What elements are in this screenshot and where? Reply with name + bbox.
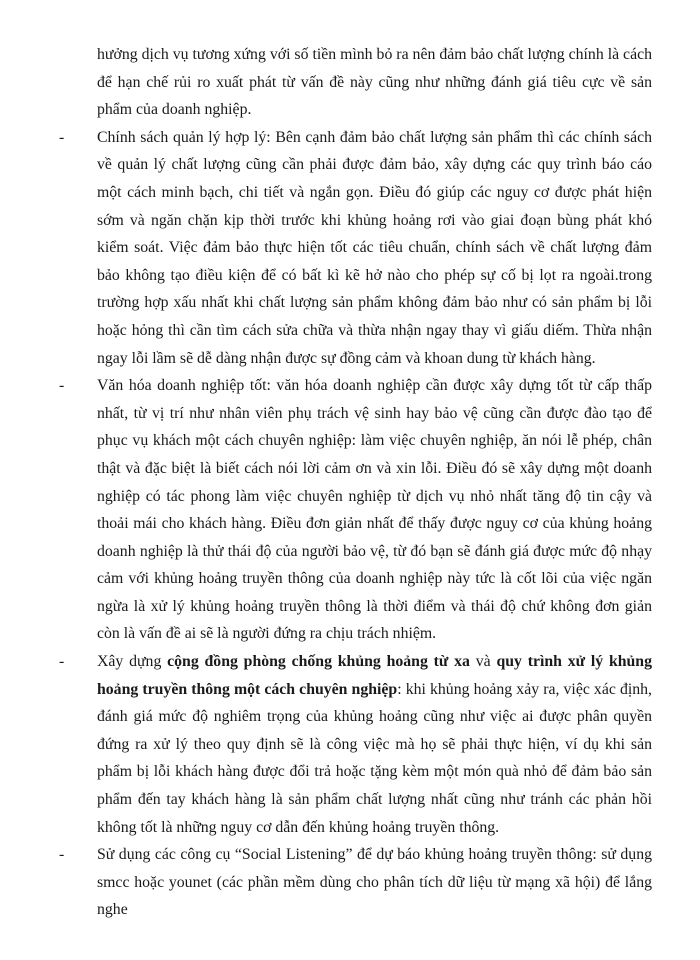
bullet-item-build-community [59, 648, 652, 841]
intro-text: hưởng dịch vụ tương xứng với số tiền mình bỏ ra nên đảm bảo chất lượng chính là cách để hạn chế rủi ro xuất phát từ vấn đề này cũng như những đánh giá tiêu cực về sản phẩm của doanh nghiệp. [97, 46, 652, 119]
bullet-text-prefix: Xây dựng [97, 653, 168, 671]
bullet-text-suffix: : khi khủng hoảng xảy ra, việc xác định, đánh giá mức độ nghiêm trọng của khủng hoảng cũng như việc ai được phân quyền đứng ra xử lý theo quy định sẽ là công việc mà họ sẽ phải thực hiện, ví dụ khi sản phẩm bị lỗi khách hàng được đổi trả hoặc tặng kèm một món quà nhỏ để đảm bảo sản phẩm đến tay khách hàng là sản phẩm chất lượng nhất cũng như tránh các phản hồi không tốt là những nguy cơ dẫn đến khủng hoảng truyền thông. [97, 680, 652, 836]
bullet-text [97, 648, 652, 841]
bullet-text: Sử dụng các công cụ “Social Listening” để dự báo khủng hoảng truyền thông: sử dụng smcc hoặc younet (các phần mềm dùng cho phân tích dữ liệu từ mạng xã hội) để lắng nghe [97, 846, 652, 919]
bullet-marker: - [59, 846, 65, 864]
bullet-item-social-listening [59, 841, 652, 924]
bullet-item-management-policy [59, 124, 652, 372]
bullet-text-mid: và [469, 653, 497, 671]
bold-phrase-process: quy trình xử lý khủng hoảng truyền thông một cách chuyên nghiệp [97, 653, 652, 698]
bullet-item-corporate-culture [59, 372, 652, 648]
bullet-marker: - [59, 377, 65, 395]
bullet-marker: - [59, 128, 65, 146]
intro-paragraph [59, 41, 652, 124]
bold-phrase-community: cộng đồng phòng chống khủng hoảng từ xa [167, 653, 470, 671]
bullet-text: Văn hóa doanh nghiệp tốt: văn hóa doanh nghiệp cần được xây dựng tốt từ cấp thấp nhất, từ vị trí như nhân viên phụ trách vệ sinh hay bảo vệ cũng cần được đào tạo để phục vụ khách một cách chuyên nghiệp: làm việc chuyên nghiệp, ăn nói lễ phép, chân thật và đặc biệt là biết cách nói lời cảm ơn và xin lỗi. Điều đó sẽ xây dựng một doanh nghiệp có tác phong làm việc chuyên nghiệp từ dịch vụ nhỏ nhất tăng độ tin cậy và thoải mái cho khách hàng. Điều đơn giản nhất để thấy được nguy cơ của khủng hoảng doanh nghiệp là thử thái độ của người bảo vệ, từ đó bạn sẽ đánh giá được mức độ nhạy cảm với khủng hoảng truyền thông của doanh nghiệp này tức là cốt lõi của việc ngăn ngừa là xử lý khủng hoảng truyền thông là thời điểm và thái độ chứ không đơn giản còn là vấn đề ai sẽ là người đứng ra chịu trách nhiệm. [97, 377, 652, 643]
bullet-marker: - [59, 653, 65, 671]
bullet-text: Chính sách quản lý hợp lý: Bên cạnh đảm bảo chất lượng sản phẩm thì các chính sách về quản lý chất lượng cũng cần phải được đảm bảo, xây dựng các quy trình báo cáo một cách minh bạch, chi tiết và ngắn gọn. Điều đó giúp các nguy cơ được phát hiện sớm và ngăn chặn kịp thời trước khi khủng hoảng rơi vào giai đoạn bùng phát khó kiểm soát. Việc đảm bảo thực hiện tốt các tiêu chuẩn, chính sách về chất lượng đảm bảo không tạo điều kiện để có bất kì kẽ hở nào cho phép sự cố bị lọt ra ngoài.trong trường hợp xấu nhất khi chất lượng sản phẩm không đảm bảo như có sản phẩm bị lỗi hoặc hỏng thì cần tìm cách sửa chữa và thừa nhận ngay thay vì giấu diếm. Thừa nhận ngay lỗi lầm sẽ dễ dàng nhận được sự đồng cảm và khoan dung từ khách hàng. [97, 128, 652, 367]
